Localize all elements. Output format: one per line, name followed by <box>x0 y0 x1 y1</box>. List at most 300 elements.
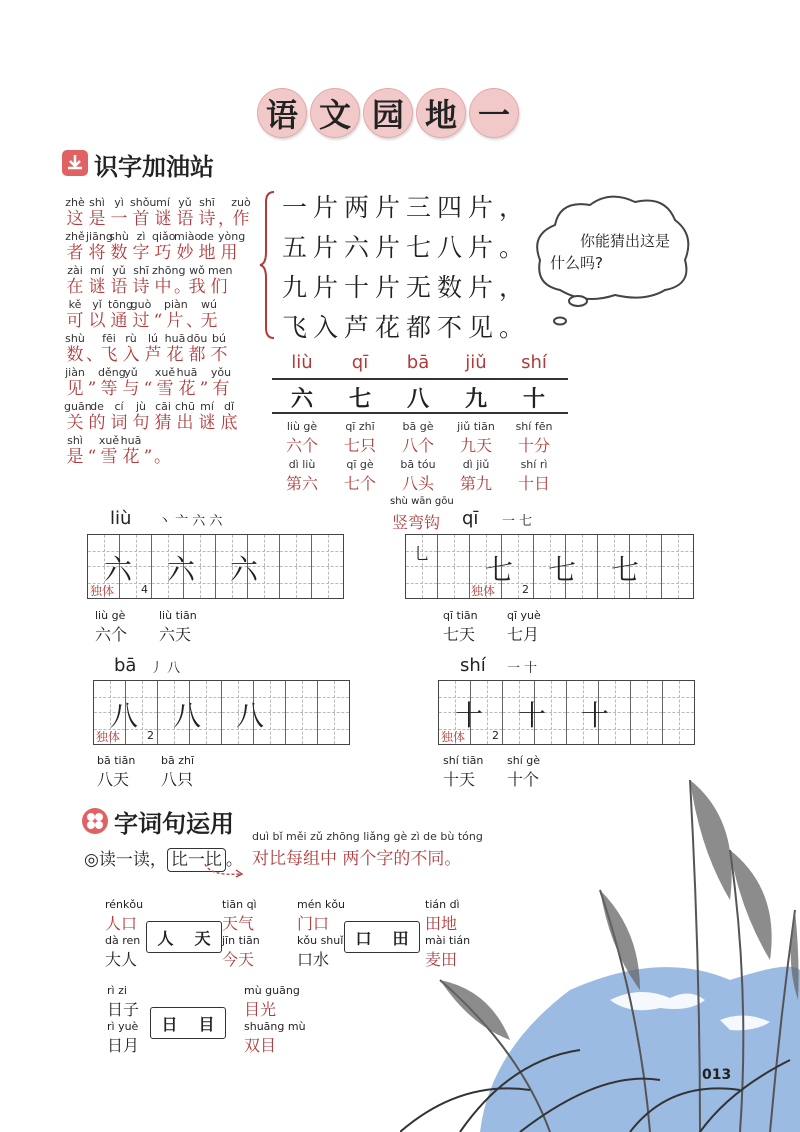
qi-stroke-name-pinyin: shù wān gōu <box>390 496 454 507</box>
char-pinyin <box>154 434 166 447</box>
char-pinyin: wǒ <box>189 264 205 277</box>
number-char: 九 <box>464 386 487 412</box>
qi-model-char: 七 <box>547 553 576 586</box>
char-pinyin: chū <box>175 400 195 413</box>
char-pinyin: jiāng <box>86 230 113 243</box>
ruby-char <box>64 196 86 230</box>
char-hanzi: 巧 <box>154 243 172 263</box>
compare-box <box>146 921 222 953</box>
title-char: 一 <box>469 88 519 138</box>
number-pinyin: qī <box>351 352 369 373</box>
number-char: 十 <box>522 386 545 412</box>
ruby-char <box>152 196 174 230</box>
char-hanzi: “ <box>153 311 163 331</box>
char-hanzi: 地 <box>198 243 216 263</box>
grid-cell <box>312 567 343 598</box>
compare-word-pinyin: rénkǒu <box>105 898 144 911</box>
ruby-char <box>208 264 233 298</box>
instruction-note-pinyin: duì bǐ měi zǔ zhōng liǎng gè zì de bù tóng <box>252 830 483 843</box>
char-pinyin <box>198 366 210 379</box>
ruby-char <box>130 400 152 434</box>
char-hanzi: 飞 <box>100 345 118 365</box>
download-icon <box>62 150 88 176</box>
char-pinyin: miào <box>174 230 202 243</box>
ruby-char <box>86 332 103 366</box>
ruby-char <box>164 332 186 366</box>
instruction-suffix: 。 <box>225 850 243 870</box>
qi-stroke-count: 2 <box>522 583 529 596</box>
ba-structure-label: 独体 <box>96 730 121 744</box>
reed-illustration <box>400 760 800 1132</box>
char-pinyin: děng <box>98 366 126 379</box>
ruby-char <box>64 434 86 468</box>
compare-word: 日子 <box>107 1000 140 1019</box>
char-pinyin: yǔ <box>178 196 192 209</box>
ba-stroke-count: 2 <box>147 729 154 742</box>
ruby-char <box>152 400 174 434</box>
char-pinyin: dōu <box>186 332 208 345</box>
ruby-char <box>64 264 86 298</box>
bubble-text: 你能猜出这是什么吗? <box>550 232 671 272</box>
grid-cell <box>662 567 693 598</box>
compare-word: 田地 <box>425 914 458 933</box>
word-pinyin: bā tóu <box>400 458 436 471</box>
char-pinyin <box>174 264 186 277</box>
qi-word-pinyin: qī tiān <box>443 609 478 622</box>
char-hanzi: 底 <box>220 413 238 433</box>
ba-word-pinyin: bā tiān <box>97 754 136 767</box>
grid-cell <box>631 713 662 744</box>
grid-cell <box>631 681 662 713</box>
char-pinyin: zhè <box>65 196 85 209</box>
grid-cell <box>663 681 694 713</box>
char-hanzi: 是 <box>66 447 84 467</box>
word: 七个 <box>343 474 376 493</box>
qi-stroke-order: 一 七 <box>502 514 533 529</box>
riddle-row <box>64 298 264 332</box>
char-pinyin: cāi <box>155 400 171 413</box>
shi-stroke-count: 2 <box>492 729 499 742</box>
word: 十分 <box>517 436 550 455</box>
compare-word: 口水 <box>297 950 330 969</box>
char-hanzi: ， <box>218 209 235 229</box>
char-pinyin: men <box>208 264 233 277</box>
qi-stroke-name: 竖弯钩 <box>392 513 441 532</box>
instruction-prefix: ◎读一读， <box>84 850 167 870</box>
ba-model-char: 八 <box>235 699 264 732</box>
number-char: 七 <box>348 386 371 412</box>
title-char: 语 <box>257 88 307 138</box>
grid-cell <box>318 681 349 713</box>
char-hanzi: 芦 <box>144 345 162 365</box>
ruby-char <box>176 366 198 400</box>
char-pinyin: mí <box>90 264 104 277</box>
char-pinyin: zài <box>67 264 83 277</box>
ruby-char <box>174 230 202 264</box>
qi-pinyin: qī <box>462 508 479 529</box>
compare-word-pinyin: kǒu shuǐ <box>297 934 344 947</box>
number-pinyin: shí <box>521 352 547 373</box>
grid-cell <box>318 713 349 744</box>
ruby-char <box>120 332 142 366</box>
qi-word: 七天 <box>443 625 476 644</box>
ruby-char <box>108 230 130 264</box>
qi-model-char: 七 <box>484 553 513 586</box>
title-char: 文 <box>310 88 360 138</box>
char-hanzi: 入 <box>122 345 140 365</box>
char-pinyin: qiǎo <box>152 230 176 243</box>
liu-model-char: 六 <box>229 553 258 586</box>
char-pinyin: guò <box>130 298 152 311</box>
char-hanzi: 诗 <box>198 209 216 229</box>
char-pinyin: zuò <box>231 196 251 209</box>
grid-cell <box>438 567 469 598</box>
ruby-char <box>174 264 191 298</box>
char-hanzi: 的 <box>88 413 106 433</box>
ruby-char <box>174 196 196 230</box>
ruby-char <box>64 230 86 264</box>
arrow-icon <box>200 862 250 882</box>
ruby-char <box>64 400 92 434</box>
compare-word-pinyin: shuāng mù <box>244 1020 306 1033</box>
char-pinyin: shǒu <box>130 196 157 209</box>
liu-model-char: 六 <box>166 553 195 586</box>
compare-char: 口 <box>355 928 372 948</box>
ruby-char <box>130 196 157 230</box>
char-hanzi: 雪 <box>100 447 118 467</box>
ruby-char <box>218 196 235 230</box>
riddle-row <box>64 264 264 298</box>
ruby-char <box>64 332 86 366</box>
number-pinyin: liù <box>291 352 313 373</box>
ruby-char <box>196 230 218 264</box>
char-pinyin: jiàn <box>65 366 85 379</box>
compare-word: 日月 <box>107 1036 140 1055</box>
char-hanzi: 等 <box>100 379 118 399</box>
shi-word-pinyin: shí tiān <box>443 754 484 767</box>
char-pinyin: tōng <box>108 298 133 311</box>
shi-word: 十个 <box>507 770 540 789</box>
riddle-row <box>64 332 264 366</box>
char-pinyin: rù <box>125 332 137 345</box>
char-hanzi: 通 <box>110 311 128 331</box>
char-pinyin: huā <box>164 332 186 345</box>
ruby-char <box>142 366 154 400</box>
ba-word: 八天 <box>97 770 130 789</box>
ruby-char <box>108 298 133 332</box>
brace-icon <box>258 190 278 340</box>
ruby-char <box>108 196 130 230</box>
grid-cell <box>662 535 693 567</box>
ruby-char <box>108 264 130 298</box>
liu-word-pinyin: liù tiān <box>159 609 197 622</box>
liu-structure-label: 独体 <box>90 584 115 598</box>
char-hanzi: 语 <box>176 209 194 229</box>
ruby-char <box>154 366 176 400</box>
grid-cell <box>280 535 311 567</box>
char-hanzi: ” <box>199 379 209 399</box>
compare-word-pinyin: rì yuè <box>107 1020 139 1033</box>
char-hanzi: 都 <box>188 345 206 365</box>
riddle-row <box>64 196 264 230</box>
char-hanzi: 谜 <box>198 413 216 433</box>
char-hanzi: 可 <box>66 311 84 331</box>
qi-stroke-glyph: 乚 <box>414 544 431 563</box>
qi-structure-label: 独体 <box>471 584 496 598</box>
riddle-poem <box>282 188 530 348</box>
compare-char: 目 <box>198 1014 215 1034</box>
char-hanzi: 一 <box>110 209 128 229</box>
char-pinyin <box>86 366 98 379</box>
char-hanzi: 妙 <box>176 243 194 263</box>
word-pinyin: bā gè <box>402 420 434 433</box>
compare-char: 天 <box>194 928 211 948</box>
char-pinyin: lú <box>147 332 159 345</box>
char-pinyin: yǒu <box>210 366 232 379</box>
compare-char: 田 <box>392 928 409 948</box>
char-hanzi: 语 <box>110 277 128 297</box>
shi-model-char: 十 <box>517 699 546 732</box>
char-pinyin: zhōng <box>152 264 186 277</box>
char-hanzi: 数 <box>66 345 84 365</box>
char-pinyin: zì <box>136 230 146 243</box>
compare-word: 大人 <box>105 950 138 969</box>
ruby-char <box>86 264 108 298</box>
compare-word: 今天 <box>222 950 255 969</box>
char-hanzi: 中 <box>154 277 172 297</box>
word-pinyin: qī zhī <box>345 420 375 433</box>
char-hanzi: 雪 <box>156 379 174 399</box>
ruby-char <box>108 400 130 434</box>
ba-word-pinyin: bā zhī <box>161 754 195 767</box>
compare-box <box>150 1007 226 1039</box>
char-pinyin: xuě <box>154 366 176 379</box>
char-pinyin: shì <box>67 434 83 447</box>
ruby-char <box>98 332 120 366</box>
ruby-char <box>152 298 164 332</box>
qi-word-pinyin: qī yuè <box>507 609 541 622</box>
char-hanzi: 片 <box>166 311 184 331</box>
ruby-char <box>210 366 232 400</box>
word-pinyin: jiǔ tiān <box>457 420 495 433</box>
ruby-char <box>198 298 220 332</box>
compare-label: 比一比 <box>167 848 226 872</box>
ruby-char <box>208 332 230 366</box>
liu-stroke-count: 4 <box>141 583 148 596</box>
compare-word-pinyin: mù guāng <box>244 984 300 997</box>
char-pinyin <box>186 298 198 311</box>
compare-word-pinyin: rì zi <box>107 984 127 997</box>
ruby-char <box>86 366 98 400</box>
char-hanzi: 无 <box>200 311 218 331</box>
word: 第九 <box>459 474 492 493</box>
ruby-char <box>130 230 152 264</box>
compare-char: 日 <box>161 1014 178 1034</box>
compare-word-pinyin: jīn tiān <box>222 934 260 947</box>
ruby-char <box>230 196 252 230</box>
char-pinyin: fēi <box>102 332 116 345</box>
char-hanzi: 在 <box>66 277 84 297</box>
shi-word: 十天 <box>443 770 476 789</box>
char-pinyin: shù <box>109 230 129 243</box>
ruby-char <box>120 434 142 468</box>
word: 七只 <box>343 436 376 455</box>
char-hanzi: 词 <box>110 413 128 433</box>
char-pinyin: yǔ <box>112 264 126 277</box>
poem-line: 飞入芦花都不见。 <box>282 313 531 342</box>
poem-line: 九片十片无数片， <box>282 273 531 302</box>
char-hanzi: 我 <box>188 277 206 297</box>
compare-word: 麦田 <box>425 950 458 969</box>
word-pinyin: shí fēn <box>515 420 553 433</box>
char-pinyin: shù <box>65 332 85 345</box>
char-pinyin: xuě <box>98 434 120 447</box>
number-pinyin: jiǔ <box>465 352 487 373</box>
char-pinyin: zhě <box>65 230 85 243</box>
char-pinyin: de <box>90 400 104 413</box>
grid-cell <box>280 567 311 598</box>
shi-stroke-order: 一 十 <box>507 661 538 676</box>
ruby-char <box>86 298 108 332</box>
compare-word-pinyin: tiān qì <box>222 898 257 911</box>
liu-word: 六个 <box>95 625 128 644</box>
char-hanzi: 、 <box>186 311 203 331</box>
char-hanzi: 是 <box>88 209 106 229</box>
poem-line: 五片六片七八片。 <box>282 233 531 262</box>
word-pinyin: dì liù <box>288 458 316 471</box>
compare-word: 目光 <box>244 1000 277 1019</box>
char-hanzi: 用 <box>220 243 238 263</box>
ruby-char <box>142 332 164 366</box>
liu-word-pinyin: liù gè <box>95 609 126 622</box>
word-pinyin: shí rì <box>520 458 548 471</box>
ruby-char <box>186 264 208 298</box>
riddle-row <box>64 366 264 400</box>
ba-model-char: 八 <box>109 699 138 732</box>
char-pinyin: dǐ <box>223 400 235 413</box>
char-hanzi: 作 <box>232 209 250 229</box>
qi-model-char: 七 <box>610 553 639 586</box>
ba-stroke-order: 丿 八 <box>150 661 181 676</box>
shi-model-char: 十 <box>454 699 483 732</box>
char-pinyin: wú <box>201 298 217 311</box>
ruby-char <box>98 366 126 400</box>
number-char: 六 <box>290 386 313 412</box>
ba-word: 八只 <box>161 770 194 789</box>
ruby-char <box>64 366 86 400</box>
char-pinyin: huā <box>120 434 142 447</box>
char-hanzi: ” <box>143 447 153 467</box>
char-hanzi: 与 <box>122 379 140 399</box>
grid-cell <box>312 535 343 567</box>
ruby-char <box>186 332 208 366</box>
char-pinyin <box>142 366 154 379</box>
char-hanzi: 有 <box>212 379 230 399</box>
grid-cell <box>286 681 317 713</box>
char-pinyin: yì <box>114 196 124 209</box>
char-hanzi: 首 <box>132 209 150 229</box>
ruby-char <box>154 434 171 468</box>
ruby-char <box>142 434 154 468</box>
ruby-char <box>218 400 240 434</box>
riddle-row <box>64 400 264 434</box>
ruby-char <box>86 230 113 264</box>
char-hanzi: 谜 <box>88 277 106 297</box>
liu-model-char: 六 <box>103 553 132 586</box>
ba-model-char: 八 <box>172 699 201 732</box>
grid-cell <box>438 535 469 567</box>
ruby-char <box>86 434 98 468</box>
instruction-note: 对比每组中 两个字的不同。 <box>252 849 462 869</box>
word: 八头 <box>401 474 434 493</box>
ruby-char <box>198 366 210 400</box>
ruby-char <box>186 298 203 332</box>
ruby-char <box>98 434 120 468</box>
ruby-char <box>86 196 108 230</box>
ruby-char <box>164 298 186 332</box>
ruby-char <box>174 400 196 434</box>
char-hanzi: 猜 <box>154 413 172 433</box>
ruby-char <box>130 264 152 298</box>
char-pinyin <box>152 298 164 311</box>
word: 第六 <box>285 474 318 493</box>
ruby-char <box>86 400 108 434</box>
word-pinyin: liù gè <box>286 420 318 433</box>
section-title-usage: 字词句运用 <box>114 810 234 838</box>
char-pinyin: cí <box>114 400 124 413</box>
shi-word-pinyin: shí gè <box>507 754 541 767</box>
char-hanzi: 过 <box>132 311 150 331</box>
liu-stroke-order: 丶 亠 六 六 <box>158 514 223 529</box>
word: 八个 <box>401 436 434 455</box>
poem-line: 一片两片三四片， <box>282 193 531 222</box>
char-pinyin: shī <box>199 196 215 209</box>
char-pinyin <box>86 332 98 345</box>
compare-word: 人口 <box>105 914 138 933</box>
char-hanzi: 不 <box>210 345 228 365</box>
compare-word: 天气 <box>222 914 255 933</box>
char-pinyin: guān <box>64 400 92 413</box>
page-number: 013 <box>702 1067 732 1083</box>
riddle-row <box>64 230 264 264</box>
char-hanzi: 们 <box>210 277 228 297</box>
char-hanzi: 花 <box>178 379 196 399</box>
liu-pinyin: liù <box>110 508 132 529</box>
compare-word-pinyin: tián dì <box>425 898 460 911</box>
ruby-char <box>152 230 174 264</box>
char-pinyin: yǔ <box>124 366 138 379</box>
char-hanzi: 花 <box>122 447 140 467</box>
char-pinyin: yòng <box>218 230 246 243</box>
char-hanzi: 见 <box>66 379 84 399</box>
char-hanzi: 句 <box>132 413 150 433</box>
char-hanzi: 数 <box>110 243 128 263</box>
ba-pinyin: bā <box>114 655 137 676</box>
char-pinyin: shì <box>89 196 105 209</box>
word: 九天 <box>459 436 492 455</box>
ruby-char <box>152 264 186 298</box>
compare-word: 门口 <box>297 914 330 933</box>
compare-word-pinyin: mén kǒu <box>297 898 346 911</box>
char-hanzi: 诗 <box>132 277 150 297</box>
char-hanzi: “ <box>87 447 97 467</box>
riddle-intro <box>64 196 264 468</box>
flower-icon <box>82 808 108 834</box>
char-hanzi: 这 <box>66 209 84 229</box>
compare-word-pinyin: mài tián <box>425 934 471 947</box>
char-pinyin: yǐ <box>92 298 102 311</box>
title-char: 园 <box>363 88 413 138</box>
